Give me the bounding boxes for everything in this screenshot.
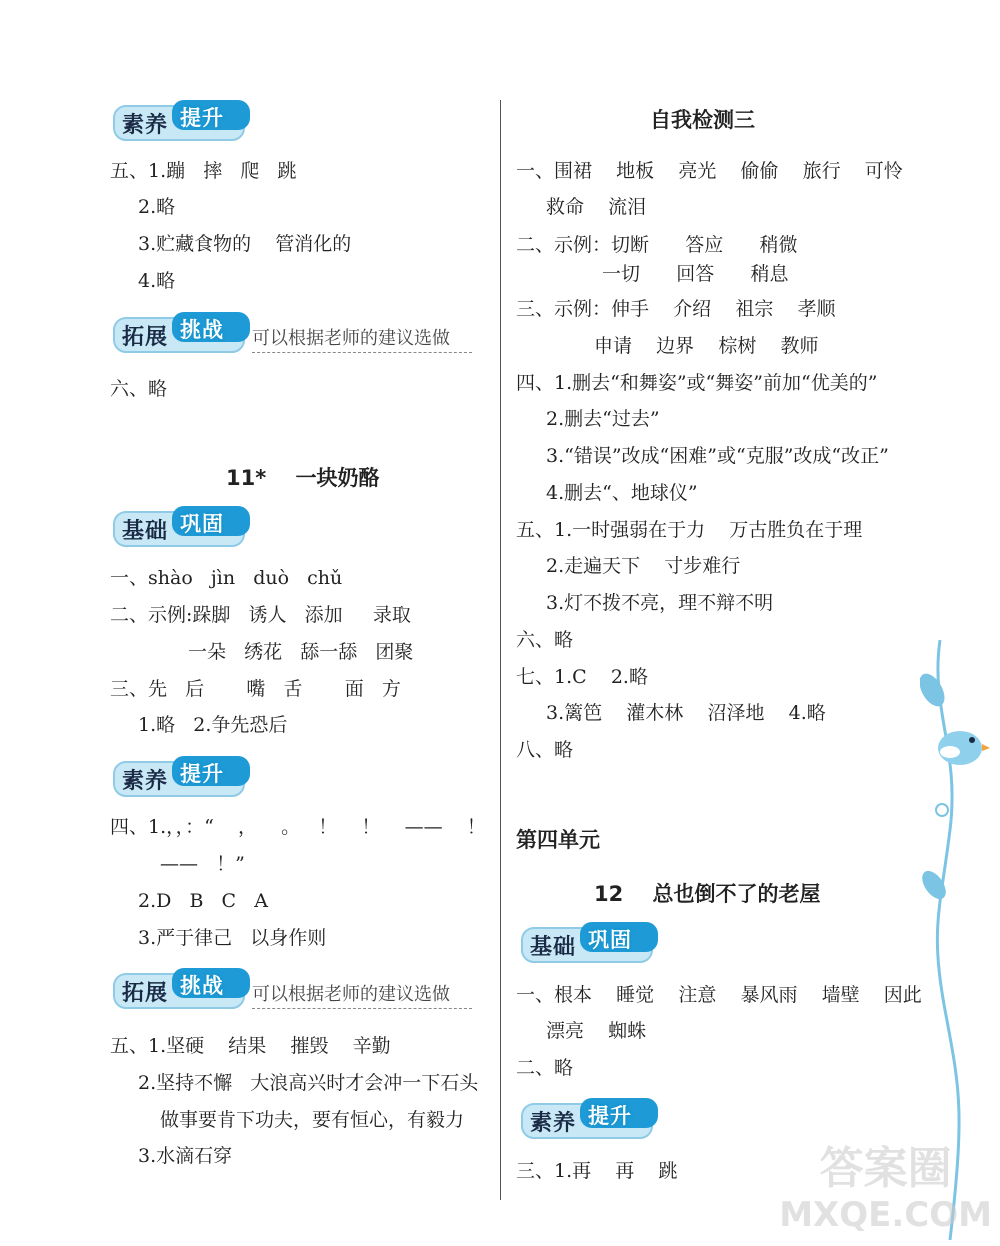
answer-line: 八、略	[516, 739, 574, 761]
answer-line: 做事要肯下功夫，要有恒心，有毅力	[160, 1109, 465, 1131]
lesson-title: 11* 一块奶酪	[226, 466, 380, 490]
answer-line: 1.略 2.争先恐后	[138, 714, 288, 736]
lesson-title: 12 总也倒不了的老屋	[594, 882, 821, 906]
watermark	[779, 1143, 992, 1238]
badge-label-2: 巩固	[588, 928, 632, 952]
badge-label-2: 巩固	[180, 512, 224, 536]
answer-line: 一、围裙 地板 亮光 偷偷 旅行 可怜	[516, 160, 903, 182]
answer-line: 六、略	[110, 378, 168, 400]
answer-line: 2.D B C A	[138, 890, 268, 912]
badge-jichu-gonggu	[112, 506, 252, 550]
answer-line: 3.严于律己 以身作则	[138, 927, 327, 949]
badge-suyang-tisheng	[112, 756, 252, 800]
badge-tuozhan-tiaozhan	[112, 968, 482, 1012]
answer-line: 4.略	[138, 270, 176, 292]
answer-line: 三、1.再 再 跳	[516, 1160, 678, 1182]
answer-line: 3.“错误”改成“困难”或“克服”改成“改正”	[546, 445, 889, 467]
badge-label-2: 提升	[180, 106, 224, 130]
badge-label-1: 素养	[122, 769, 169, 794]
badge-label-1: 素养	[122, 113, 169, 138]
answer-line: 五、1.一时强弱在于力 万古胜负在于理	[516, 519, 863, 541]
badge-label-1: 素养	[530, 1111, 577, 1136]
answer-line: 六、略	[516, 629, 574, 651]
answer-line: 四、1.删去“和舞姿”或“舞姿”前加“优美的”	[516, 372, 878, 394]
badge-tuozhan-tiaozhan	[112, 312, 482, 356]
answer-line: 4.删去“、地球仪”	[546, 482, 698, 504]
answer-line: 一切 回答 稍息	[602, 263, 789, 285]
answer-line: 五、1.蹦 摔 爬 跳	[110, 160, 297, 182]
answer-line: 二、示例:跺脚 诱人 添加 录取	[110, 604, 411, 626]
badge-note: 可以根据老师的建议选做	[252, 324, 472, 353]
badge-label-2: 挑战	[180, 974, 224, 998]
answer-line: 漂亮 蜘蛛	[546, 1020, 647, 1042]
answer-line: 3.贮藏食物的 管消化的	[138, 233, 352, 255]
answer-line: 七、1.C 2.略	[516, 666, 648, 688]
answer-line: 3.篱笆 灌木林 沼泽地 4.略	[546, 702, 826, 724]
badge-label-2: 挑战	[180, 318, 224, 342]
answer-line: 申请 边界 棕树 教师	[594, 335, 819, 357]
unit-heading: 第四单元	[516, 828, 600, 852]
answer-line: 四、1.，，：“ ， 。 ！ ！ —— ！	[110, 816, 486, 838]
column-divider	[500, 100, 501, 1200]
answer-line: 一、根本 睡觉 注意 暴风雨 墙壁 因此	[516, 984, 922, 1006]
answer-line: 2.坚持不懈 大浪高兴时才会冲一下石头	[138, 1072, 479, 1094]
answer-line: 二、略	[516, 1057, 574, 1079]
answer-line: 2.走遍天下 寸步难行	[546, 555, 741, 577]
answer-line: 一、shào jìn duò chǔ	[110, 567, 343, 589]
answer-line: 3.灯不拨不亮，理不辩不明	[546, 592, 774, 614]
badge-suyang-tisheng	[520, 1098, 660, 1142]
badge-label-1: 拓展	[122, 981, 169, 1006]
badge-jichu-gonggu	[520, 922, 660, 966]
watermark-line-2: MXQE.COM	[779, 1195, 992, 1235]
badge-suyang-tisheng	[112, 100, 252, 144]
badge-label-1: 基础	[122, 519, 169, 544]
answer-line: 2.略	[138, 196, 176, 218]
answer-line: 三、先 后 嘴 舌 面 方	[110, 678, 401, 700]
badge-label-2: 提升	[588, 1104, 632, 1128]
badge-label-1: 拓展	[122, 325, 169, 350]
answer-line: 一朵 绣花 舔一舔 团聚	[188, 641, 414, 663]
answer-line: 3.水滴石穿	[138, 1145, 233, 1167]
answer-line: 救命 流泪	[546, 196, 647, 218]
answer-line: —— ！”	[160, 853, 245, 875]
watermark-line-1: 答案圈	[819, 1143, 952, 1194]
badge-label-1: 基础	[530, 935, 577, 960]
answer-line: 三、示例：伸手 介绍 祖宗 孝顺	[516, 298, 836, 320]
answer-line: 2.删去“过去”	[546, 408, 660, 430]
badge-note: 可以根据老师的建议选做	[252, 980, 472, 1009]
answer-line: 二、示例：切断 答应 稍微	[516, 234, 798, 256]
badge-label-2: 提升	[180, 762, 224, 786]
test-title: 自我检测三	[650, 108, 755, 132]
answer-line: 五、1.坚硬 结果 摧毁 辛勤	[110, 1035, 391, 1057]
